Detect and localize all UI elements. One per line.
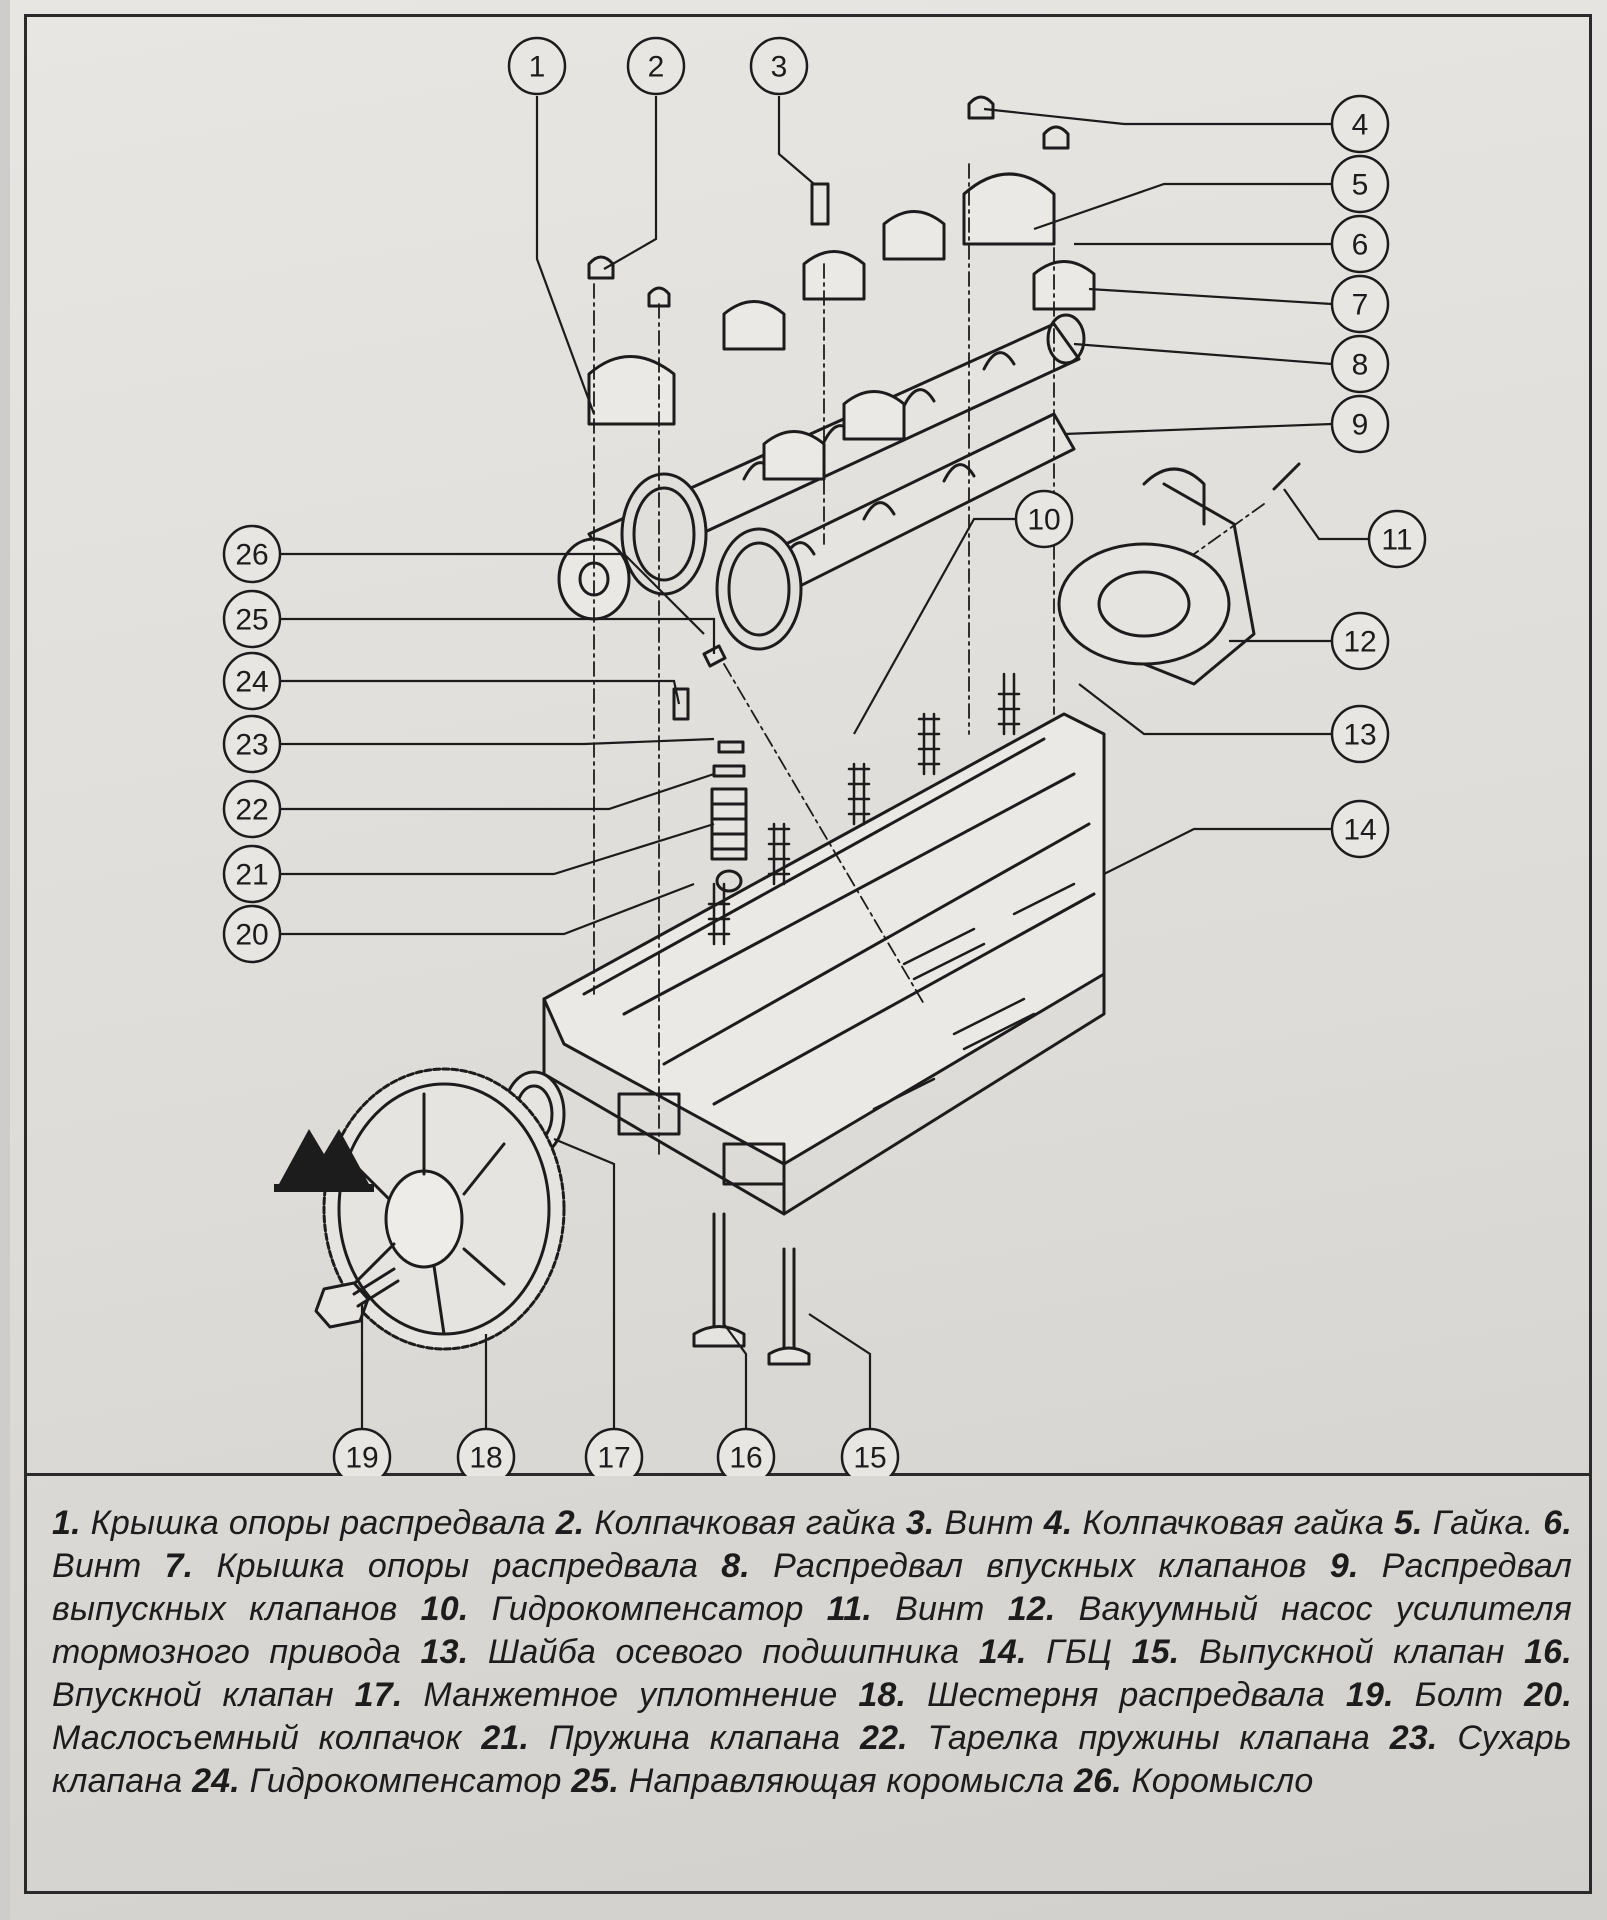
svg-text:15: 15 [853,1441,887,1475]
callout-3 [751,38,807,94]
legend-item: 9. Распредвал выпускных клапанов [52,1547,1572,1628]
svg-text:21: 21 [235,858,269,892]
svg-text:9: 9 [1351,408,1369,442]
svg-text:7: 7 [1351,288,1369,322]
svg-text:17: 17 [597,1441,631,1475]
legend-item: 6. Винт [52,1504,1573,1585]
legend-item: 21. Пружина клапана [481,1719,841,1757]
svg-text:10: 10 [1027,503,1061,537]
legend-item: 1. Крышка опоры распредвала [52,1504,546,1542]
svg-text:16: 16 [729,1441,763,1475]
svg-text:25: 25 [235,603,269,637]
callout-1 [509,38,565,94]
svg-text:11: 11 [1381,523,1413,557]
callout-15 [842,1429,898,1476]
svg-text:23: 23 [235,728,269,762]
callout-4 [1332,96,1388,152]
legend-item: 8. Распредвал впускных клапанов [721,1547,1307,1585]
callout-23 [224,716,280,772]
callout-14 [1332,801,1388,857]
legend-item: 19. Болт [1345,1676,1504,1714]
svg-text:19: 19 [345,1441,379,1475]
svg-text:13: 13 [1343,718,1377,752]
svg-text:20: 20 [235,918,269,952]
svg-text:24: 24 [235,665,269,699]
legend-item: 17. Манжетное уплотнение [354,1676,838,1714]
callout-13 [1332,706,1388,762]
svg-text:14: 14 [1343,813,1377,847]
callout-18 [458,1429,514,1476]
callout-9 [1332,396,1388,452]
svg-text:2: 2 [647,50,665,84]
svg-text:18: 18 [469,1441,503,1475]
legend-item: 26. Коромысло [1074,1762,1314,1800]
callout-24 [224,653,280,709]
cylinder-head-drawing [24,14,1592,1476]
legend-item: 14. ГБЦ [978,1633,1113,1671]
svg-text:26: 26 [235,538,269,572]
callout-7 [1332,276,1388,332]
legend-item: 11. Винт [826,1590,985,1628]
legend-item: 10. Гидрокомпенсатор [420,1590,804,1628]
vacuum-pump-shape [1059,464,1299,684]
book-page [10,0,1607,1920]
cylinder-head-shape [544,714,1104,1214]
legend-item: 4. Колпачковая гайка [1043,1504,1385,1542]
legend-item: 7. Крышка опоры распредвала [164,1547,699,1585]
valves-shape [694,1214,809,1364]
legend-item: 20. Маслосъемный колпачок [52,1676,1572,1757]
svg-text:5: 5 [1351,168,1369,202]
legend-caption [52,1502,1572,1803]
legend-item: 25. Направляющая коромысла [571,1762,1065,1800]
svg-text:12: 12 [1343,625,1377,659]
callout-6 [1332,216,1388,272]
legend-item: 23. Сухарь клапана [52,1719,1573,1800]
callout-21 [224,846,280,902]
svg-text:22: 22 [235,793,269,827]
callout-11 [1369,511,1425,567]
callout-16 [718,1429,774,1476]
callout-26 [224,526,280,582]
legend-item: 3. Винт [905,1504,1034,1542]
callout-2 [628,38,684,94]
svg-text:3: 3 [770,50,788,84]
callout-19 [334,1429,390,1476]
legend-item: 12. Вакуумный насос усилителя тормозного привода [52,1590,1573,1671]
legend-item: 16. Впускной клапан [52,1633,1572,1714]
legend-item: 5. Гайка. [1393,1504,1534,1542]
svg-text:4: 4 [1351,108,1369,142]
legend-item: 15. Выпускной клапан [1131,1633,1505,1671]
legend-item: 2. Колпачковая гайка [555,1504,896,1542]
callout-20 [224,906,280,962]
legend-item: 13. Шайба осевого подшипника [420,1633,960,1671]
exploded-diagram [24,14,1592,1476]
svg-text:6: 6 [1351,228,1369,262]
legend-item: 18. Шестерня распредвала [858,1676,1325,1714]
callout-5 [1332,156,1388,212]
callout-25 [224,591,280,647]
legend-item: 24. Гидрокомпенсатор [192,1762,562,1800]
callout-22 [224,781,280,837]
callout-10 [1016,491,1072,547]
legend-item: 22. Тарелка пружины клапана [859,1719,1370,1757]
callout-17 [586,1429,642,1476]
callout-12 [1332,613,1388,669]
callout-8 [1332,336,1388,392]
svg-text:1: 1 [528,50,546,84]
svg-text:8: 8 [1351,348,1369,382]
